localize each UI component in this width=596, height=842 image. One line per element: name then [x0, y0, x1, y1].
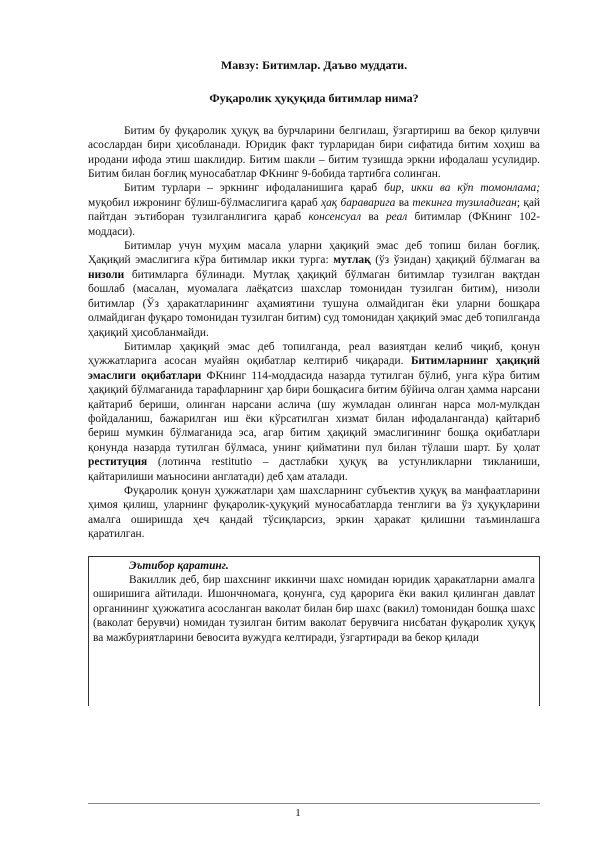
- italic-term: консенсуал: [308, 211, 362, 224]
- text-span: Битим турлари – эркнинг ифодаланишига қараб: [124, 182, 385, 195]
- text-span: ФКнинг 114-моддасида назарда тутилган бўлиб, унга кўра битим ҳақиқий бўлмаганида тарафларнинг ҳар бири бошқасига битим бўйича олган ҳамма нарсани қайтариб бериши, олинган нарсани аслича (шу жумладан олинган нарса мол-мулкдан фойдаланиш, бажарилган иш ёки кўрсатилган хизмат билан ифодаланганда) қайтариб бериш мумкин бўлмаганида эса, агар битим ҳақиқий эмаслигининг бошқа оқибатлари қонунда назарда тутилган бўлмаса, унинг қийматини пул билан тўлаши шарт. Бу ҳолат: [88, 369, 540, 454]
- bold-term: мутлақ: [333, 254, 371, 267]
- note-body: Вакиллик деб, бир шахснинг иккинчи шахс номидан юридик ҳаракатларни амалга оширишига айтилади. Ишончномага, қонунга, суд қарорига ёки вакил қилинган давлат органининг ҳужжатига асосланган ваколат билан бир шахс (вакил) томонидан бошқа шахс (ваколат берувчи) номидан тузилган битим ваколат берувчига нисбатан фуқаролик ҳуқуқ ва мажбуриятларини бевосита вужудга келтиради, ўзгартиради ва бекор қилади: [93, 574, 535, 644]
- attention-note-box: [88, 556, 540, 706]
- text-span: (ўз ўзидан) ҳақиқий бўлмаган ва: [370, 254, 540, 267]
- italic-term: реал: [385, 211, 408, 224]
- page-number: 1: [295, 807, 301, 819]
- bold-term: реституция: [88, 456, 148, 469]
- italic-term: ҳақ бараварига: [321, 196, 396, 209]
- bold-term: Битимларнинг ҳақиқий эмаслиги оқибатлари: [88, 355, 540, 382]
- text-span: ва: [361, 211, 386, 224]
- italic-term: бир, икки ва кўп томонлама;: [384, 182, 540, 195]
- text-span: муқобил ижронинг бўлиш-бўлмаслигига қараб: [88, 196, 322, 209]
- footer-divider: [88, 803, 540, 804]
- text-span: Битимлар учун муҳим масала уларни ҳақиқий эмас деб топиш билан боғлиқ. Ҳақиқий эмаслигига кўра битимлар икки турга:: [88, 240, 540, 267]
- italic-term: текинга тузиладиган: [412, 196, 517, 209]
- paragraph-invalid-transactions: [88, 239, 540, 340]
- text-span: битимларга бўлинади. Мутлақ ҳақиқий бўлмаган битимлар тузилган вақтдан бошлаб (масалан, муомалага лаёқатсиз шахслар томонидан тузилган битим), низоли битимлар (Ўз ҳаракатларининг аҳамиятини тушуна олмайдиган ёки уларни бошқара олмайдиган фуқаро томонидан тузилган битим) суд томонидан ҳақиқий эмас деб топилганда ҳақиқий ҳисобланмайди.: [88, 268, 540, 339]
- paragraph-transaction-definition: Битим бу фуқаролик ҳуқуқ ва бурчларини белгилаш, ўзгартириш ва бекор қилувчи асослардан бири ҳисобланади. Юридик факт турларидан бири сифатида битим хоҳиш ва иродани ифода этиш шаклидир. Битим шакли – битим тузишда эркни ифодалаш усулидир. Битим билан боғлиқ муносабатлар ФКнинг 9-бобида тартибга солинган.: [88, 124, 540, 181]
- text-span: (лотинча restitutio – дастлабки ҳуқуқ ва устунликларни тикланиши, қайтарилиши маъносини англатади) деб ҳам аталади.: [88, 456, 540, 483]
- text-span: Битимлар ҳақиқий эмас деб топилганда, реал вазиятдан келиб чиқиб, қонун ҳужжатларига асосан муайян оқибатлар келтириб чиқаради.: [88, 340, 540, 368]
- bold-term: низоли: [88, 268, 125, 281]
- note-title: Эътибор қаратинг.: [129, 559, 229, 572]
- paragraph-consequences: [88, 340, 540, 484]
- text-span: битимлар (ФКнинг 102-моддаси).: [88, 211, 540, 238]
- section-heading: Фуқаролик ҳуқуқида битимлар нима?: [209, 91, 419, 106]
- paragraph-transaction-types: [88, 181, 540, 239]
- text-span: ; қай пайтдан эътиборан тузилганлигига қараб: [88, 196, 540, 224]
- document-body: [88, 58, 540, 706]
- page-title: Мавзу: Битимлар. Даъво муддати.: [220, 58, 408, 72]
- text-span: ва: [395, 196, 413, 209]
- paragraph-civil-law-purpose: Фуқаролик қонун ҳужжатлари ҳам шахсларнинг субъектив ҳуқуқ ва манфаатларини ҳимоя қилиш, уларнинг фуқаролик-ҳуқуқий муносабатларда тенглиги ва ўз ҳуқуқларини амалга оширишда ҳеч қандай тўсиқларсиз, эркин ҳаракат қилишни таъминлашга қаратилган.: [88, 484, 540, 541]
